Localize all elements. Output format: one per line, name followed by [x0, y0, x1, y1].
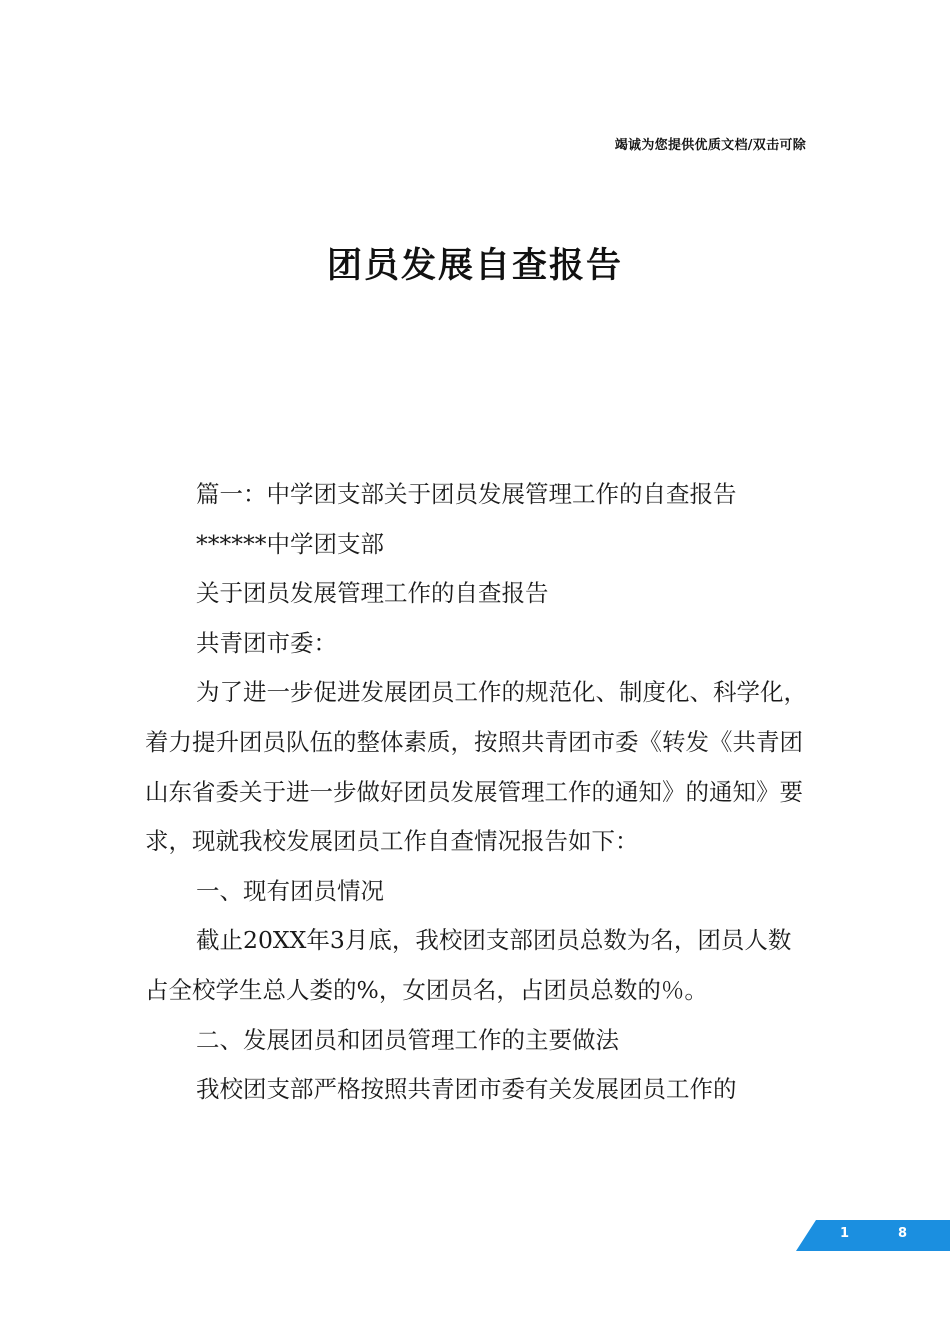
paragraph-intro: 为了进一步促进发展团员工作的规范化、制度化、科学化，着力提升团员队伍的整体素质，按照共青团市委《转发《共青团山东省委关于进一步做好团员发展管理工作的通知》的通知》要求，现就我校发展团员工作自查情况报告如下：	[145, 678, 807, 856]
header-note: 竭诚为您提供优质文档/双击可除	[614, 138, 806, 153]
page-current-number: 1	[840, 1226, 850, 1241]
paragraph-member-stats: 截止20XX年3月底，我校团支部团员总数为名，团员人数占全校学生总人娄的%，女团员名，占团员总数的％。	[145, 926, 792, 1004]
paragraph-practice: 我校团支部严格按照共青团市委有关发展团员工作的	[196, 1075, 737, 1104]
document-body	[145, 470, 808, 1115]
document-title: 团员发展自查报告	[326, 246, 623, 286]
paragraph-section-heading: 篇一：中学团支部关于团员发展管理工作的自查报告	[196, 480, 737, 508]
paragraph-heading-2: 二、发展团员和团员管理工作的主要做法	[196, 1025, 619, 1054]
page-tab-shape	[796, 1220, 950, 1251]
paragraph-addressee: 共青团市委：	[196, 628, 337, 657]
paragraph-report-subject: 关于团员发展管理工作的自查报告	[196, 579, 549, 608]
page-total-number: 8	[898, 1226, 908, 1241]
paragraph-heading-1: 一、现有团员情况	[196, 876, 384, 905]
page-number-tab	[796, 1220, 950, 1251]
paragraph-organization: ******中学团支部	[196, 529, 384, 558]
